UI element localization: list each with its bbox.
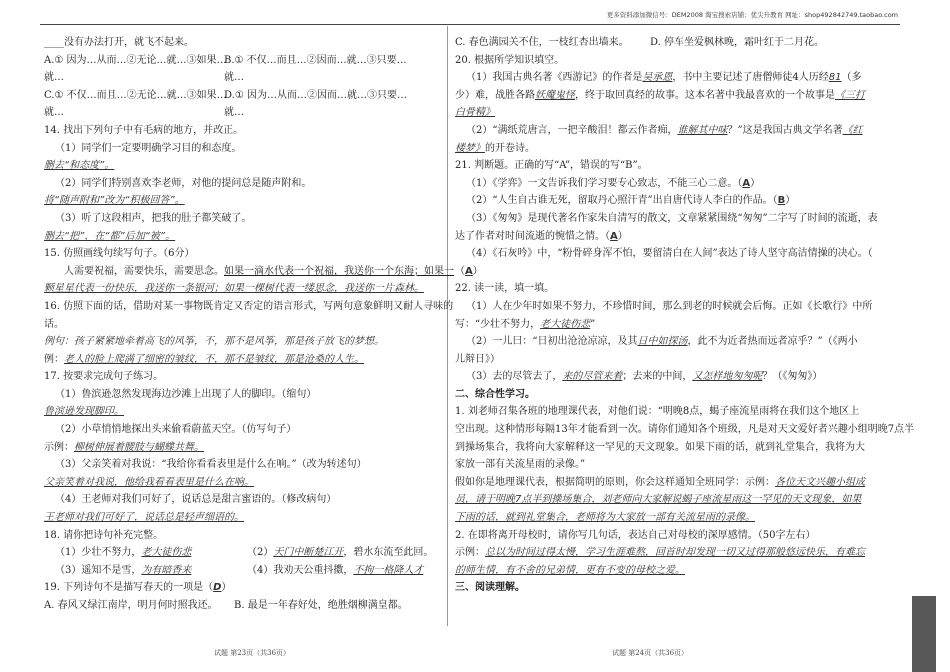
q22-title: 22. 读一读，填一填。 [455,283,555,295]
q17-item-1: （1）鲁滨逊忽然发现海边沙滩上出现了人的脚印。（缩句） [55,388,317,400]
q22-item-1: （1）人在少年时如果不努力，不珍惜时间，那么到老的时候就会后悔。正如《长歌行》中所 [466,300,873,312]
q19-option-d: D. 停车坐爱枫林晚，霜叶红于二月花。 [650,37,825,48]
q17-title: 17. 按要求完成句子练习。 [44,371,164,383]
q22-answer-3a: 来的尽管来着 [562,371,623,383]
q18-item-2-cont: ，碧水东流至此回。 [343,547,434,559]
q21-item-3: （3）《匆匆》是现代著名作家朱自清写的散文，文章紧紧围绕“匆匆”二字写了时间的流逝，表 [466,212,878,224]
q21-item-1: （1）《学弈》一文告诉我们学习要专心致志，不能三心二意。（ [466,177,743,189]
q14-item-2: （2）同学们特别喜欢李老师，对他的提问总是随声附和。 [55,177,312,189]
q21-answer-3: A [610,230,618,242]
q17-item-4: （4）王老师对我们可好了，说话总是甜言蜜语的。（修改病句） [55,494,337,506]
q20-answer-story-cont: 白骨精》 [455,107,495,119]
q21-item-3-cont: 达了作者对时间流逝的惋惜之情。（ [455,230,610,242]
q20-item-2: （2）“满纸荒唐言，一把辛酸泪！都云作者痴， [466,124,678,136]
q20-item-1: （1）我国古典名著《西游记》的作者是 [466,72,643,84]
q15-answer: 颗星星代表一份快乐，我送你一条银河；如果一棵树代表一缕思念，我送你一片森林。 [44,283,424,295]
q19-option-b: B. 最是一年春好处，绝胜烟柳满皇都。 [234,600,408,611]
s2-q2: 2. 在即将离开母校时，请你写几句话，表达自己对母校的深厚感情。（50字左右） [455,529,816,541]
q21-answer-1: A [742,177,751,189]
q17-answer-2: 柳树伸展着腰肢与蝴蝶共舞。 [74,441,204,453]
column-divider [447,26,448,626]
q14-item-1: （1）同学们一定要明确学习目的和态度。 [55,142,242,154]
q14-answer-3: 删去“把”，在“都”后加“被”。 [44,230,176,242]
s2-q1-answer-line3: 下雨的话，就到礼堂集合，老师将为大家放一部有关流星雨的录像。 [455,512,755,524]
q13-option-a-cont: 就… [44,72,64,84]
q19-option-a: A. 春风又绿江南岸，明月何时照我还。 [44,600,218,611]
q15-text: 人需要祝福，需要快乐，需要思念。 [64,265,224,277]
q21-title: 21. 判断题。正确的写“A”，错误的写“B”。 [455,160,648,172]
q20-answer-2b: 《红 [842,124,863,136]
s2-q2-label: 示例： [455,547,485,559]
q16-answer-label: 例： [44,353,64,365]
q13-option-b: B.① 不仅…而且…②因而…就…③只要… [224,54,407,66]
q14-answer-2: 将“随声附和”改为“积极回答”。 [44,195,185,207]
s2-q1-line4: 家放一部有关流星雨的录像。” [455,459,586,471]
q17-answer-1: 鲁滨逊发现脚印。 [44,406,124,418]
q13-tail: ____没有办法打开，就飞不起来。 [44,37,194,48]
q20-item-1-line2: 少）难，战胜各路 [455,89,535,101]
q22-item-1-cont: 写：“少壮不努力， [455,318,541,330]
left-column [44,34,454,615]
s2-q1-answer-line2: 员，请于明晚7点半到操场集合，刘老师向大家解说蝎子座流星雨这一罕见的天文现象，如果 [455,494,862,506]
q18-answer-2: 天门中断楚江开 [273,547,344,559]
q22-item-3: （3）去的尽管去了， [466,371,563,383]
q19-option-c: C. 春色满园关不住，一枝红杏出墙来。 [455,37,629,48]
q20-answer-2a: 谁解其中味 [677,124,728,136]
q15-underlined-1: 如果一滴水代表一个祝福，我送你一个东海；如果一 [224,265,454,277]
q18-answer-4: 不拘一格降人才 [353,564,424,576]
q20-answer-story: 《三打 [835,89,865,101]
q20-item-1-end: （多 [841,72,862,84]
q18-answer-3: 为有暗香来 [141,564,192,576]
q20-title: 20. 根据所学知识填空。 [455,54,565,66]
page-footer-left: 试题 第23页（共36页） [214,649,291,657]
q15-title: 15. 仿照画线句续写句子。（6分） [44,248,195,260]
q22-item-2-end: 儿辩日》） [455,353,500,365]
q20-item-2-end: 的开卷诗。 [485,142,535,154]
q16-example: 例句：孩子紧紧地牵着高飞的风筝，不，那不是风筝，那是孩子放飞的梦想。 [44,336,384,348]
q13-option-c: C.① 不仅…而且…②无论…就…③如果… [44,89,227,101]
q18-item-3: （3）遥知不是雪， [55,564,142,576]
page-header: 更多资料添加微信号：DEM2008 淘宝搜索店铺：优尖升教育 网址：shop492842749.taobao.com [606,11,898,19]
q17-item-3: （3）父亲笑着对我说：“我给你看看表里是什么在响。”（改为转述句） [55,459,367,471]
q22-answer-3b: 又怎样地匆匆呢 [692,371,763,383]
q20-item-2-mid: ？”这是我国古典文学名著 [727,124,843,136]
q21-answer-2: B [777,195,786,207]
right-column: C. 春色满园关不住，一枝红杏出墙来。 D. 停车坐爱枫林晚，霜叶红于二月花。 20. 根据所学知识填空。 （1）我国古典名著《西游记》的作者是吴承恩，书中主要记述了唐僧师徒4人历经81（多 少）难，战胜各路妖魔鬼怪，终于取回真经的故事。这本名著中我最喜欢的一个故事是《三打 白骨精》 （2）“满纸荒唐言，一把辛酸泪！都云作者痴，谁解其中味？”这是我国古典文学名著《红 楼梦》的开卷诗。 21. 判断题。正确的写“A”，错误的写“B”。 （1）《学弈》一文告诉我们学习要专心致志，不能三心二意。（A） （2）“人生自古谁无死，留取丹心照汗青”出自唐代诗人李白的作品。（B） （3）《匆匆》是现代著名作家朱自清写的散文，文章紧紧围绕“匆匆”二字写了时间的流逝，表 达了作者对时间流逝的惋惜之情。（A） （4）《石灰吟》中，“粉骨碎身浑不怕，要留清白在人间”表达了诗人坚守高洁情操的决心。（ （A） 22. 读一读，填一填。 （1）人在少年时如果不努力，不珍惜时间，那么到老的时候就会后悔。正如《长歌行》中所 写：“少壮不努力，老大徒伤悲” （2）一儿曰：“日初出沧沧凉凉，及其日中如探汤，此不为近者热而远者凉乎？”（《两小 儿辩日》） （3）去的尽管去了，来的尽管来着；去来的中间，又怎样地匆匆呢？（《匆匆》） 二、综合性学习。 1. 刘老师召集各班的地理课代表，对他们说：“明晚8点，蝎子座流星雨将在我们这个地区上 空出现。这种情形每隔13年才能看到一次。请你们通知各个班级，凡是对天文爱好者兴趣小组明晚7点半 到操场集合，我将向大家解释这一罕见的天文现象。如果下雨的话，就到礼堂集合，我将为大 家放一部有关流星雨的录像。” 假如你是地理课代表，根据简明的原则，你会这样通知全班同学：示例：各位天文兴趣小组成 员，请于明晚7点半到操场集合，刘老师向大家解说蝎子座流星雨这一罕见的天文现象，如果 下雨的话，就到礼堂集合，老师将为大家放一部有关流星雨的录像。 2. 在即将离开母校时，请你写几句话，表达自己对母校的深厚感情。（50字左右） 示例：总以为时间过得太慢，学习生涯难熬，回首时却发现一切又过得那般悠远快乐，有难忘 的师生情，有不舍的兄弟情，更有不变的母校之爱。 三、阅读理解。 [455,34,855,597]
header-rule [40,24,900,25]
q14-item-3: （3）听了这段相声，把我的肚子都笑破了。 [55,212,252,224]
s2-q1-prompt: 假如你是地理课代表，根据简明的原则，你会这样通知全班同学：示例： [455,476,775,488]
q20-item-1-line2b: ，终于取回真经的故事。这本名著中我最喜欢的一个故事是 [575,89,835,101]
q14-title: 14. 找出下列句子中有毛病的地方，并改正。 [44,124,244,136]
q14-answer-1: 删去“和态度”。 [44,160,115,172]
side-bar [912,596,936,672]
q21-item-4: （4）《石灰吟》中，“粉骨碎身浑不怕，要留清白在人间”表达了诗人坚守高洁情操的决心。（ [466,248,873,260]
q19-title-end: ） [221,582,232,594]
s2-q1: 1. 刘老师召集各班的地理课代表，对他们说：“明晚8点，蝎子座流星雨将在我们这个地区上 [455,406,860,418]
q13-option-b-cont: 就… [224,72,244,84]
q18-item-4: （4）我劝天公重抖擞， [247,564,354,576]
q20-answer-2b-cont: 楼梦》 [455,142,485,154]
q18-answer-1: 老大徒伤悲 [141,547,192,559]
q22-item-2-mid: ，此不为近者热而远者凉乎？”（《两小 [687,336,858,348]
s2-q1-line3: 到操场集合，我将向大家解释这一罕见的天文现象。如果下雨的话，就到礼堂集合，我将为大 [455,441,865,453]
q20-item-1-mid: ，书中主要记述了唐僧师徒4人历经 [672,72,829,84]
page-footer-right: 试题 第24页（共36页） [612,649,689,657]
q20-answer-81: 81 [828,72,842,84]
q13-option-a: A.① 因为…从而…②无论…就…③如果… [44,54,227,66]
q22-item-3-mid: ；去来的中间， [622,371,693,383]
q21-item-2: （2）“人生自古谁无死，留取丹心照汗青”出自唐代诗人李白的作品。（ [466,195,778,207]
q18-title: 18. 请你把诗句补充完整。 [44,529,164,541]
s2-q2-answer-line2: 的师生情，有不舍的兄弟情，更有不变的母校之爱。 [455,564,685,576]
q19-title: 19. 下列诗句不是描写春天的一项是（ [44,582,214,594]
q17-answer-3: 父亲笑着对我说，他给我看看表里是什么在响。 [44,476,254,488]
s2-q1-answer: 各位天文兴趣小组成 [775,476,865,488]
q18-item-1: （1）少壮不努力， [55,547,142,559]
q13-option-d: D.① 因为…从而…②因而…就…③只要… [224,89,407,101]
s2-q1-line2: 空出现。这种情形每隔13年才能看到一次。请你们通知各个班级，凡是对天文爱好者兴趣小组明晚7点半 [455,424,915,436]
q22-item-3-end: ？（《匆匆》） [762,371,823,383]
q13-option-c-cont: 就… [44,107,64,119]
q17-answer-2-label: 示例： [44,441,74,453]
q20-answer-monsters: 妖魔鬼怪 [535,89,575,101]
q17-item-2: （2）小草悄悄地探出头来偷看蔚蓝天空。（仿写句子） [55,424,297,436]
q20-answer-author: 吴承恩 [642,72,673,84]
q22-answer-2: 日中如探汤 [637,336,688,348]
q16-answer: 老人的脸上爬满了细密的皱纹，不，那不是皱纹，那是沧桑的人生。 [64,353,364,365]
q22-answer-1: 老大徒伤悲 [540,318,591,330]
q16-title-cont: 话。 [44,318,64,330]
section-3-heading: 三、阅读理解。 [455,582,525,594]
q22-item-2: （2）一儿曰：“日初出沧沧凉凉，及其 [466,336,638,348]
q18-item-2: （2） [247,547,274,559]
q19-answer: D [213,582,222,594]
q21-answer-4: A [465,265,473,277]
q13-option-d-cont: 就… [224,107,244,119]
q17-answer-4: 王老师对我们可好了，说话总是轻声细语的。 [44,512,244,524]
q16-title: 16. 仿照下面的话，借助对某一事物既肯定又否定的语言形式，写两句意象鲜明又耐人寻味的 [44,300,454,312]
section-2-heading: 二、综合性学习。 [455,388,535,400]
s2-q2-answer: 总以为时间过得太慢，学习生涯难熬，回首时却发现一切又过得那般悠远快乐，有难忘 [485,547,865,559]
